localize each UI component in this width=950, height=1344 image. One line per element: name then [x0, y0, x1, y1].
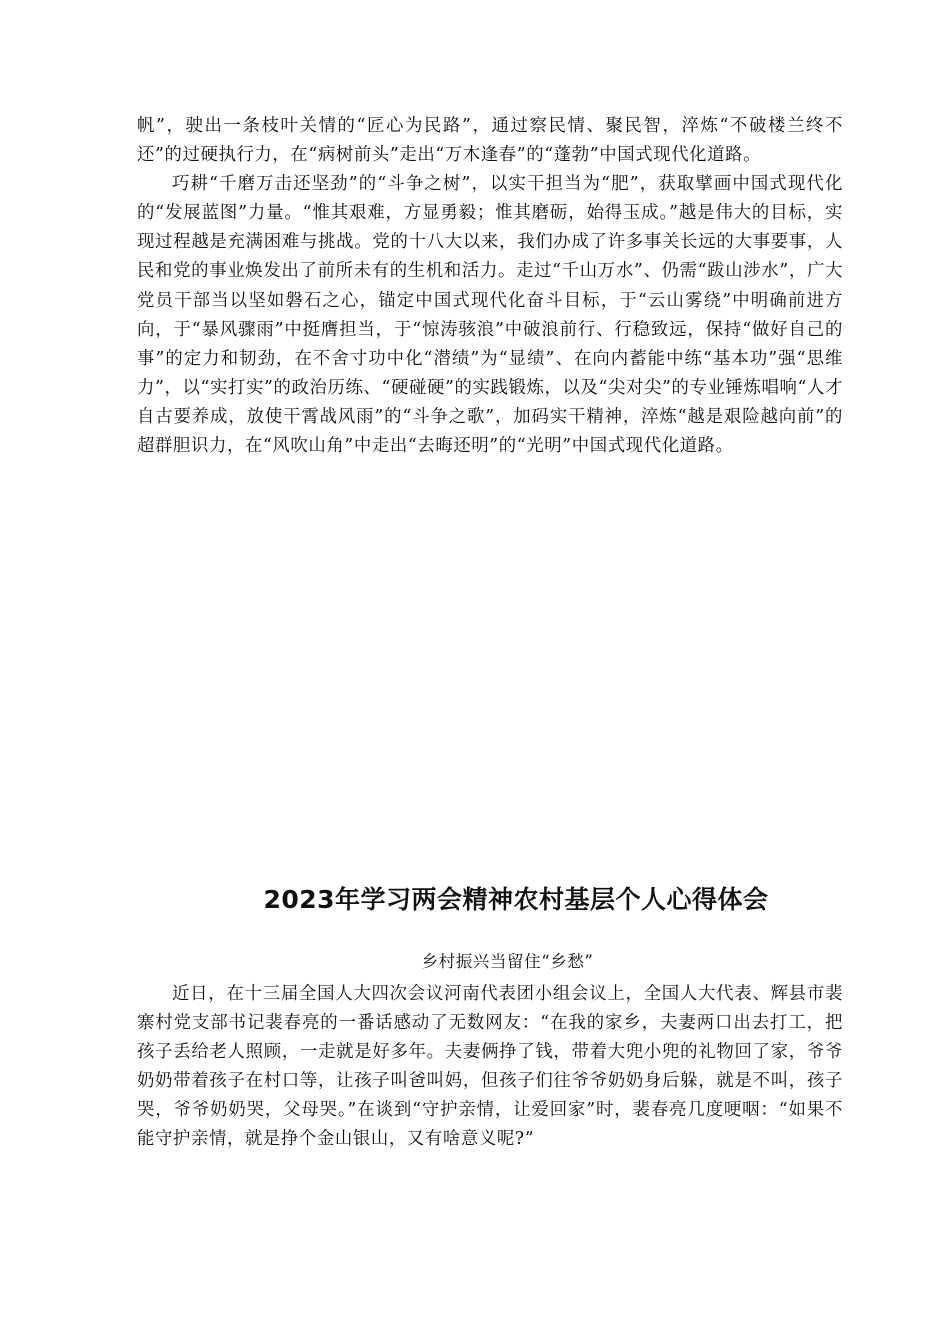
previous-article-continuation: [137, 112, 843, 461]
article-body: [137, 980, 843, 1155]
article-subtitle: 乡村振兴当留住“乡愁”: [421, 952, 594, 971]
article-title: 2023年学习两会精神农村基层个人心得体会: [263, 885, 769, 914]
body-paragraph: 近日，在十三届全国人大四次会议河南代表团小组会议上，全国人大代表、辉县市裴寨村党支部书记裴春亮的一番话感动了无数网友：“在我的家乡，夫妻两口出去打工，把孩子丢给老人照顾，一走就是好多年。夫妻俩挣了钱，带着大兜小兜的礼物回了家，爷爷奶奶带着孩子在村口等，让孩子叫爸叫妈，但孩子们往爷爷奶奶身后躲，就是不叫，孩子哭，爷爷奶奶哭，父母哭。”在谈到“守护亲情，让爱回家”时，裴春亮几度哽咽：“如果不能守护亲情，就是挣个金山银山，又有啥意义呢?”: [137, 984, 843, 1150]
body-paragraph: 巧耕“千磨万击还坚劲”的“斗争之树”，以实干担当为“肥”，获取擘画中国式现代化的“发展蓝图”力量。“惟其艰难，方显勇毅；惟其磨砺，始得玉成。”越是伟大的目标，实现过程越是充满困难与挑战。党的十八大以来，我们办成了许多事关长远的大事要事，人民和党的事业焕发出了前所未有的生机和活力。走过“千山万水”、仍需“跋山涉水”，广大党员干部当以坚如磐石之心，锚定中国式现代化奋斗目标，于“云山雾绕”中明确前进方向，于“暴风骤雨”中挺膺担当，于“惊涛骇浪”中破浪前行、行稳致远，保持“做好自己的事”的定力和韧劲，在不舍寸功中化“潜绩”为“显绩”、在向内蓄能中练“基本功”强“思维力”，以“实打实”的政治历练、“硬碰硬”的实践锻炼，以及“尖对尖”的专业锤炼唱响“人才自古要养成，放使干霄战风雨”的“斗争之歌”，加码实干精神，淬炼“越是艰险越向前”的超群胆识力，在“风吹山角”中走出“去晦还明”的“光明”中国式现代化道路。: [137, 174, 843, 457]
body-paragraph: 帆”，驶出一条枝叶关情的“匠心为民路”，通过察民情、聚民智，淬炼“不破楼兰终不还”的过硬执行力，在“病树前头”走出“万木逢春”的“蓬勃”中国式现代化道路。: [137, 116, 843, 166]
